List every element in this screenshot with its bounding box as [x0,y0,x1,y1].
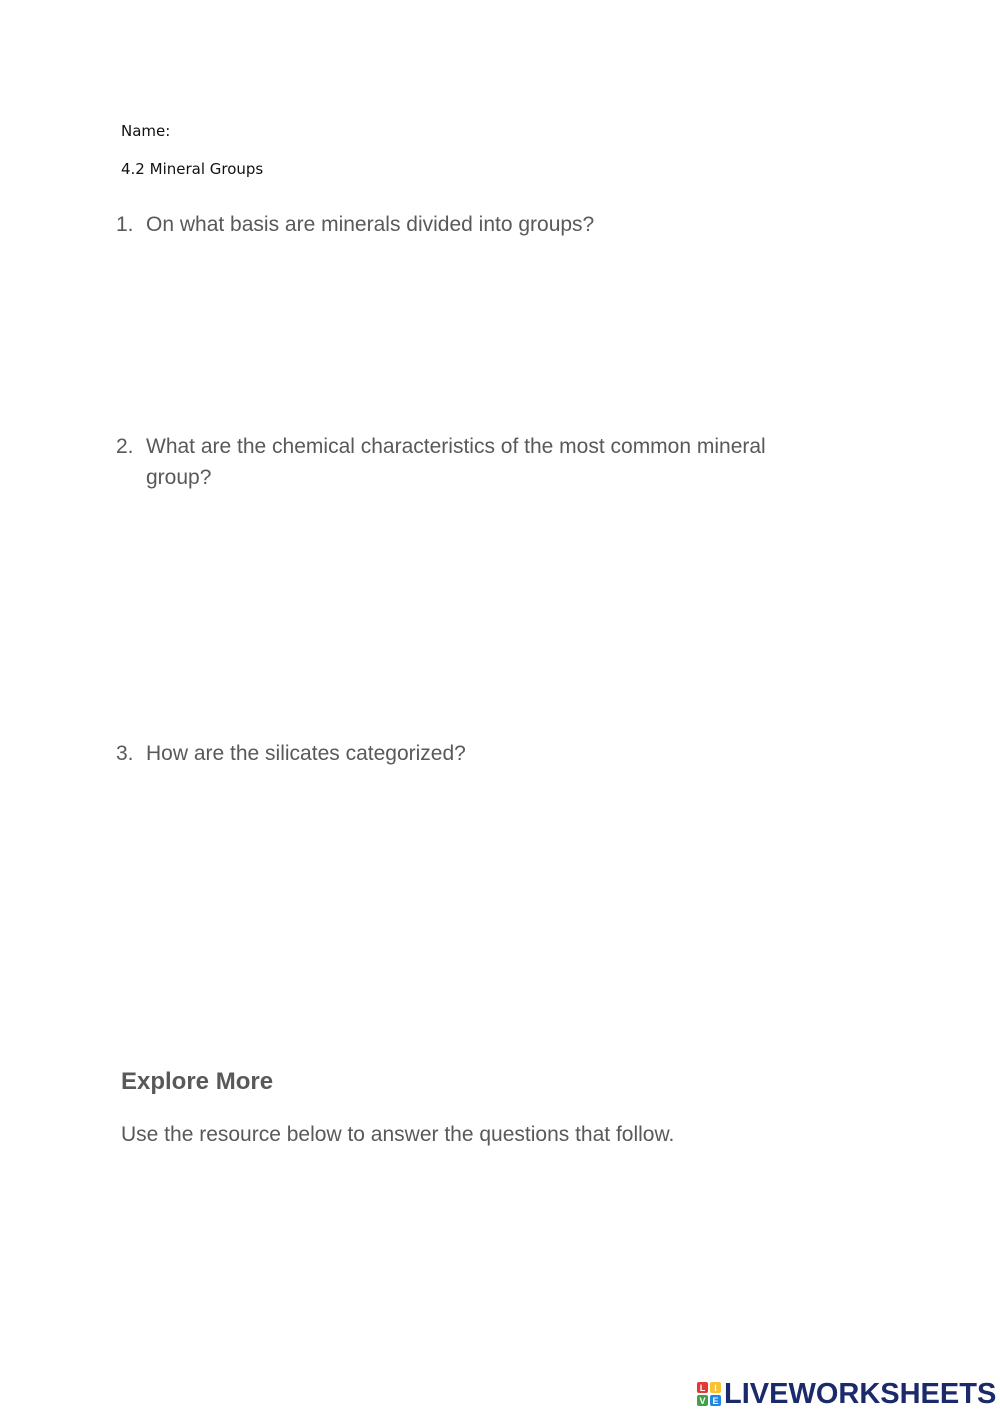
question-3 [116,738,836,769]
svg-text:E: E [712,1396,719,1406]
explore-more-heading: Explore More [121,1068,274,1095]
question-text: On what basis are minerals divided into groups? [146,213,595,236]
explore-more-instruction: Use the resource below to answer the questions that follow. [121,1123,675,1146]
question-text: How are the silicates categorized? [146,742,466,765]
svg-text:I: I [714,1383,717,1393]
question-2 [116,431,836,493]
svg-text:L: L [699,1383,706,1393]
name-label: Name: [121,122,171,140]
liveworksheets-logo-icon [697,1382,721,1406]
liveworksheets-wordmark: LIVEWORKSHEETS [724,1378,997,1410]
liveworksheets-brand [697,1375,996,1413]
svg-text:V: V [699,1396,706,1406]
worksheet-title: 4.2 Mineral Groups [121,160,264,178]
question-text: What are the chemical characteristics of the most common mineral group? [146,435,766,489]
question-1 [116,209,836,240]
question-number: 3. [116,742,134,765]
question-number: 1. [116,213,134,236]
question-number: 2. [116,435,134,458]
